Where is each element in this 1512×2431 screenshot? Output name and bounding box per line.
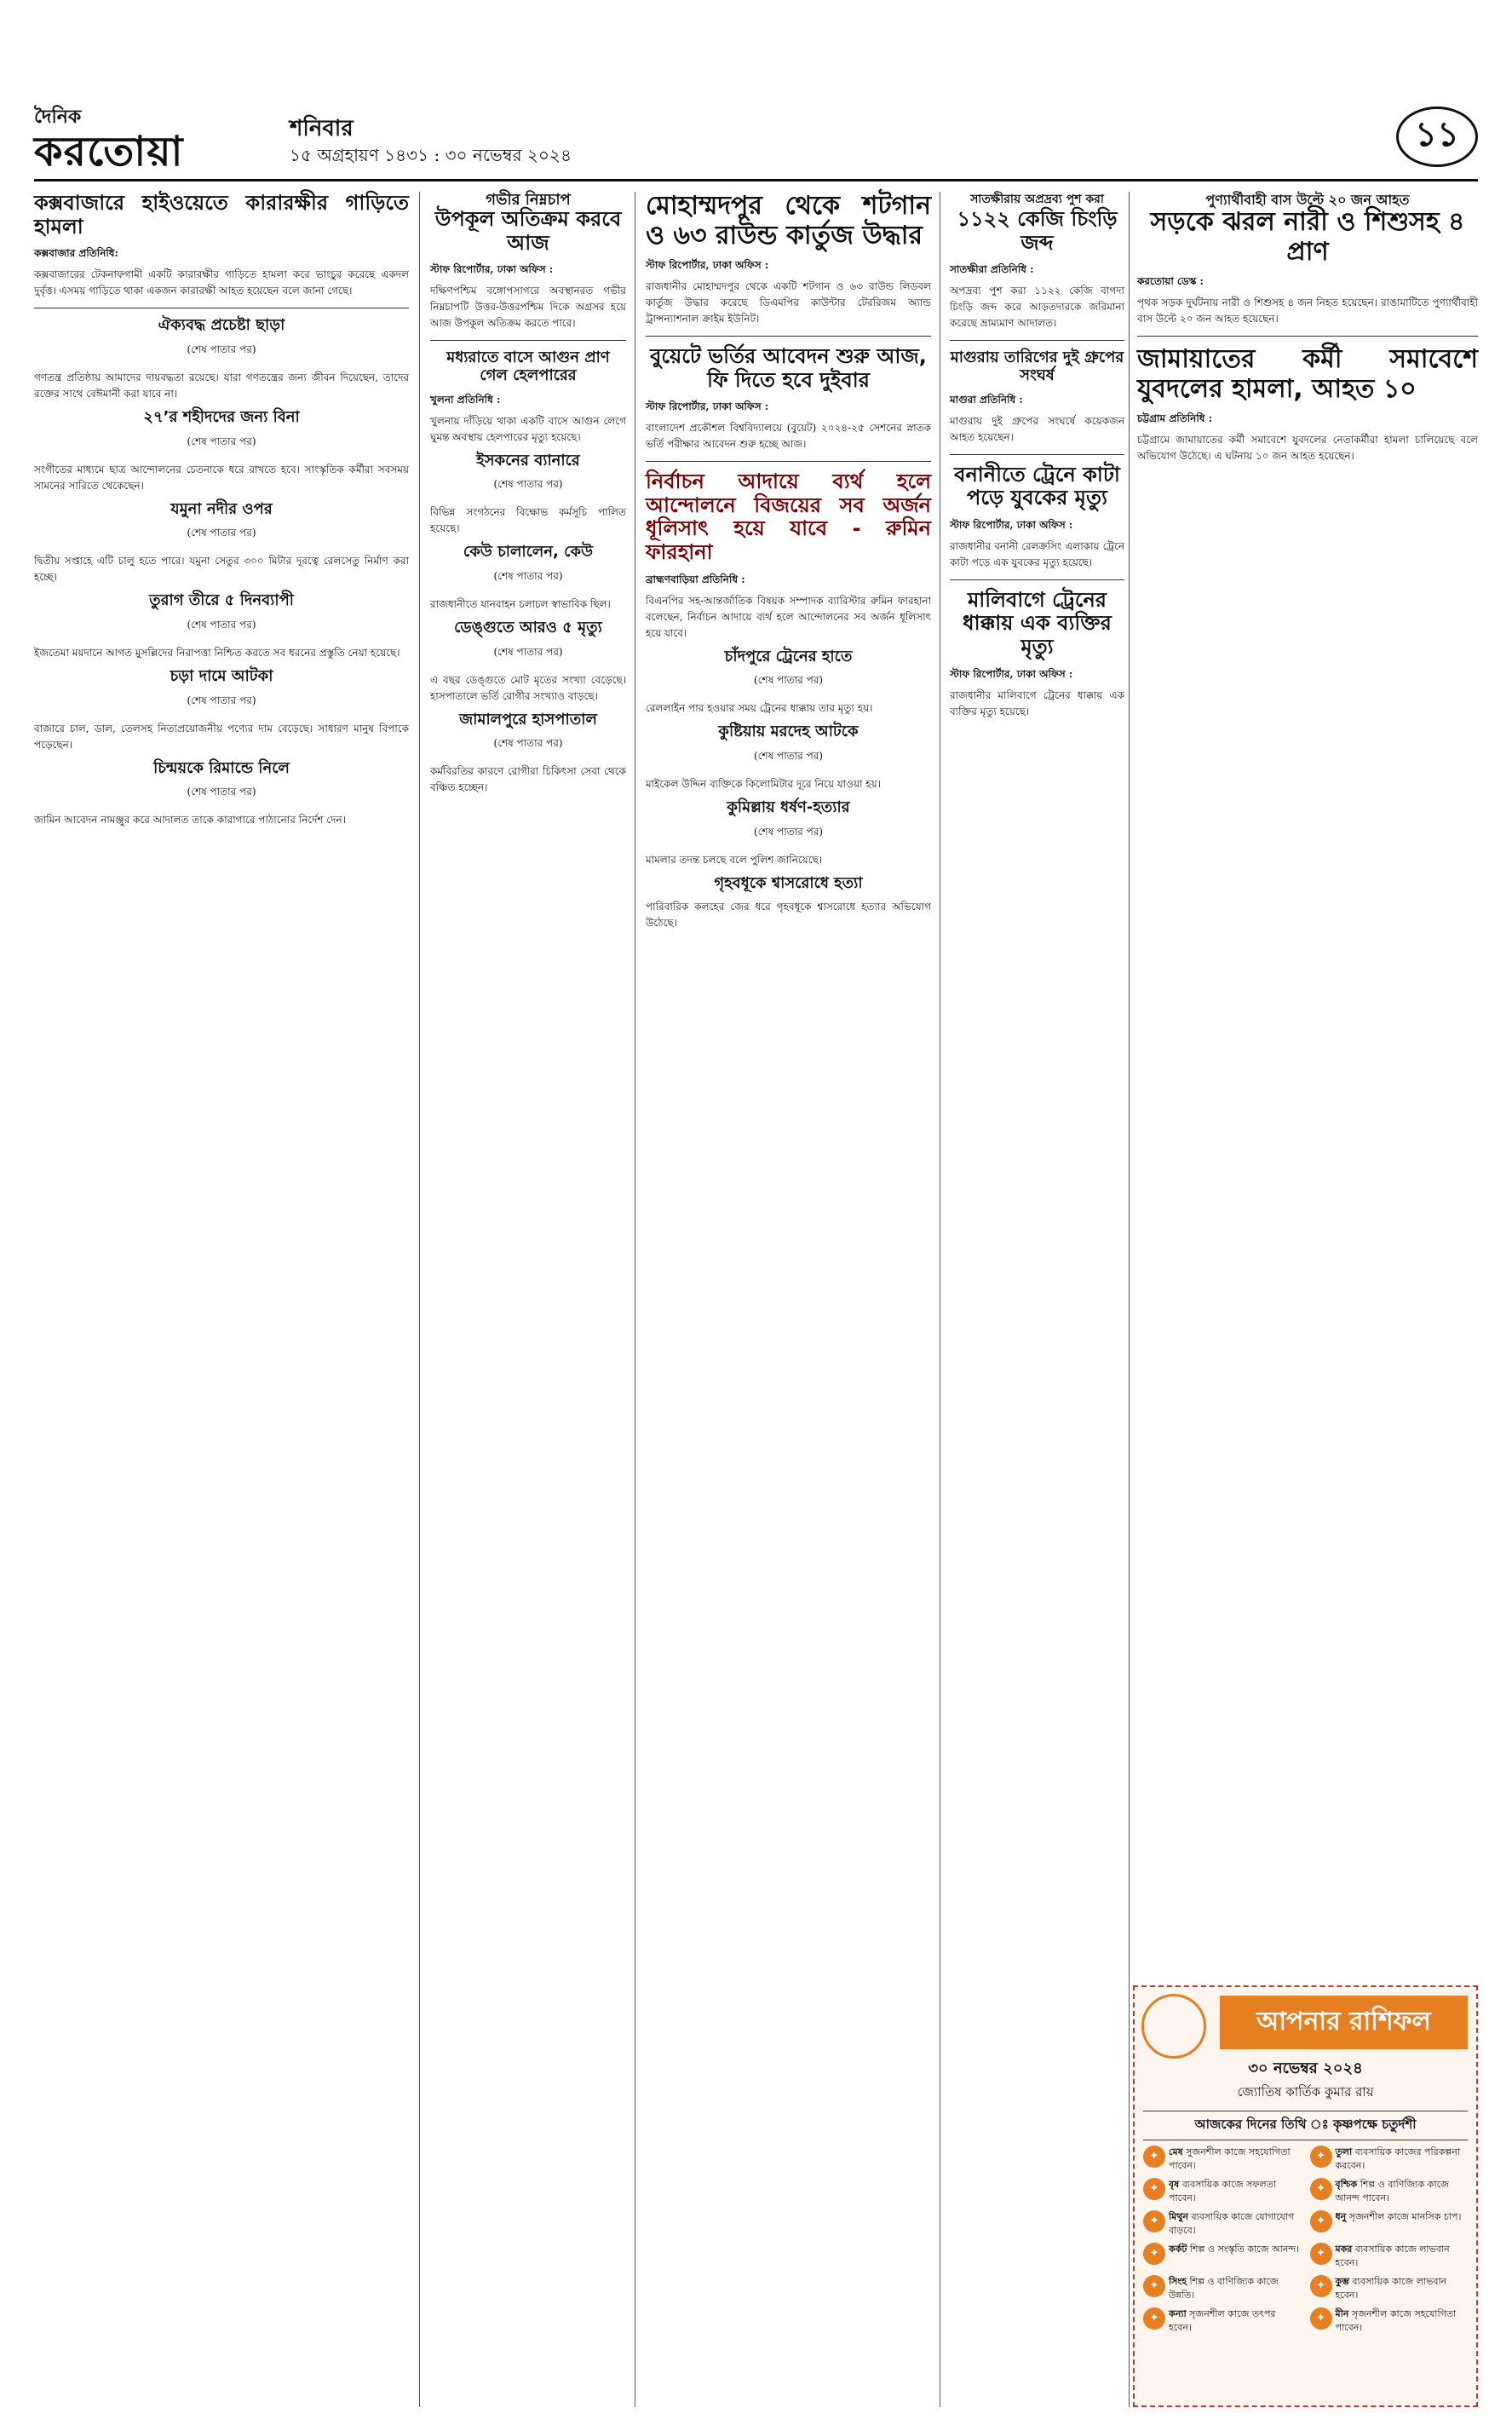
headline: মধ্যরাতে বাসে আগুন প্রাণ গেল হেলপারের [446, 349, 610, 384]
article-body: পারিবারিক কলহের জের ধরে গৃহবধূকে শ্বাসরোধে হত্যার অভিযোগ উঠেছে। [646, 901, 931, 930]
article-body: খুলনায় দাঁড়িয়ে থাকা একটি বাসে আগুন লেগে ঘুমন্ত অবস্থায় হেলপারের মৃত্যু হয়েছে। [430, 414, 626, 443]
divider [950, 454, 1124, 455]
zodiac-wheel-icon [1141, 1994, 1206, 2059]
byline: স্টাফ রিপোর্টার, ঢাকা অফিস : [430, 263, 554, 276]
horoscope-sign-reading: ব্যবসায়িক কাজের পরিকল্পনা করবেন। [1335, 2146, 1461, 2171]
horoscope-sign [1310, 2146, 1469, 2173]
sub-headline: গৃহবধূকে শ্বাসরোধে হত্যা [714, 873, 863, 892]
continued-tag: (শেষ পাতার পর) [753, 674, 824, 687]
zodiac-sign-icon: ✦ [1310, 2307, 1332, 2330]
horoscope-sign-name: কুম্ভ [1335, 2276, 1349, 2287]
article-body: রাজধানীর মালিবাগে ট্রেনের ধাক্কায় এক ব্যক্তির মৃত্যু হয়েছে। [950, 688, 1124, 717]
horoscope-sign-reading: ব্যবসায়িক কাজে সফলতা পাবেন। [1169, 2179, 1276, 2203]
horoscope-tithi: আজকের দিনের তিথি ঃ কৃষ্ণপক্ষে চতুর্দশী [1143, 2111, 1468, 2140]
horoscope-sign-reading: ব্যবসায়িক কাজে লাভবান হবেন। [1335, 2276, 1447, 2301]
article-body: কক্সবাজারের টেকনাফগামী একটি কারারক্ষীর গাড়িতে হামলা করে ভাংচুর করেছে একদল দুর্বৃত্ত। এসময় গাড়িতে থাকা একজন কারারক্ষী আহত হয়েছেন বলে জানা গেছে। [34, 268, 409, 297]
sub-headline: ঐক্যবদ্ধ প্রচেষ্টা ছাড়া [158, 316, 285, 335]
horoscope-title: আপনার রাশিফল [1220, 1996, 1468, 2049]
horoscope-sign-text [1336, 2307, 1469, 2335]
byline: স্টাফ রিপোর্টার, ঢাকা অফিস : [646, 259, 769, 271]
byline: করতোয়া ডেস্ক : [1137, 275, 1204, 287]
horoscope-sign-reading: সৃজনশীল কাজে সহযোগিতা পাবেন। [1335, 2308, 1457, 2333]
divider [1137, 336, 1478, 337]
horoscope-sign-name: কন্যা [1169, 2308, 1187, 2319]
byline: ব্রাহ্মণবাড়িয়া প্রতিনিধি : [646, 573, 745, 585]
divider [950, 579, 1124, 580]
headline: মোহাম্মদপুর থেকে শটগান ও ৬৩ রাউন্ড কার্তুজ উদ্ধার [646, 191, 931, 251]
horoscope-box [1133, 1985, 1478, 2407]
divider [430, 340, 626, 341]
horoscope-sign [1143, 2178, 1302, 2205]
article-body: বাংলাদেশ প্রকৌশল বিশ্ববিদ্যালয়ে (বুয়েট) ২০২৪-২৫ সেশনের স্নাতক ভর্তি পরীক্ষার আবেদন শুরু হচ্ছে আজ। [646, 422, 931, 451]
horoscope-sign-reading: ব্যবসায়িক কাজে যোগাযোগ বাড়বে। [1169, 2211, 1295, 2236]
horoscope-sign-reading: ব্যবসায়িক কাজে লাভবান হবেন। [1335, 2244, 1450, 2268]
headline: উপকূল অতিক্রম করবে আজ [434, 207, 622, 255]
horoscope-sign-name: মকর [1335, 2244, 1353, 2255]
horoscope-sign-reading: সৃজনশীল কাজে মানসিক চাপ। [1348, 2211, 1462, 2222]
article-body: বাজারে চাল, ডাল, তেলসহ নিত্যপ্রয়োজনীয় পণ্যের দাম বেড়েছে। সাধারণ মানুষ বিপাকে পড়েছেন। [34, 722, 409, 751]
article-body: সংগীতের মাধ্যমে ছাত্র আন্দোলনের চেতনাকে ধরে রাখতে হবে। সাংস্কৃতিক কর্মীরা সবসময় সামনের সারিতে থেকেছেন। [34, 463, 409, 492]
horoscope-sign [1310, 2178, 1469, 2205]
horoscope-sign [1143, 2275, 1302, 2302]
article-body: পৃথক সড়ক দুর্ঘটনায় নারী ও শিশুসহ ৪ জন নিহত হয়েছেন। রাঙামাটিতে পুণ্যার্থীবাহী বাস উল্টে ২০ জন আহত হয়েছেন। [1137, 297, 1478, 325]
horoscope-sign [1143, 2243, 1302, 2270]
logo-sub: দৈনিক [34, 107, 82, 128]
horoscope-sign [1310, 2243, 1469, 2270]
byline: স্টাফ রিপোর্টার, ঢাকা অফিস : [646, 400, 769, 413]
article-body: রাজধানীর মোহাম্মদপুর থেকে একটি শটগান ও ৬৩ রাউন্ড লিডবল কার্তুজ উদ্ধার করেছে ডিএমপির কাউন্টার টেররিজম অ্যান্ড ট্রান্সন্যাশনাল ক্রাইম ইউনিট। [646, 280, 931, 325]
article-body: কর্মবিরতির কারণে রোগীরা চিকিৎসা সেবা থেকে বঞ্চিত হচ্ছেন। [430, 765, 626, 794]
zodiac-sign-icon: ✦ [1143, 2146, 1165, 2168]
article-body: বিভিন্ন সংগঠনের বিক্ষোভ কর্মসূচি পালিত হয়েছে। [430, 506, 626, 535]
headline: জামায়াতের কর্মী সমাবেশে যুবদলের হামলা, আহত ১০ [1137, 344, 1478, 404]
zodiac-sign-icon: ✦ [1310, 2275, 1332, 2297]
sub-headline: ২৭’র শহীদদের জন্য বিনা [143, 407, 300, 426]
sub-headline: ডেঙ্গুতে আরও ৫ মৃত্যু [454, 618, 602, 637]
continued-tag: (শেষ পাতার পর) [493, 569, 563, 582]
kicker: সাতক্ষীরায় অপ্রদ্রব্য পুশ করা [970, 193, 1104, 206]
horoscope-sign-name: কর্কট [1169, 2244, 1187, 2255]
horoscope-sign-text [1169, 2307, 1302, 2335]
horoscope-sign-reading: সুজনশীল কাজে সহযোগিতা পাবেন। [1169, 2146, 1291, 2171]
article-body: গণতন্ত্র প্রতিষ্ঠায় আমাদের দায়বদ্ধতা রয়েছে। যারা গণতন্ত্রের জন্য জীবন দিয়েছেন, তাদের রক্তের সাথে বেঈমানী করা যাবে না। [34, 371, 409, 400]
column-divider [1129, 192, 1130, 2407]
horoscope-sign-text [1169, 2210, 1302, 2238]
divider [646, 461, 931, 462]
horoscope-sign-text [1169, 2146, 1302, 2173]
horoscope-signs [1143, 2146, 1468, 2335]
masthead-rule [34, 179, 1478, 181]
horoscope-sign-text [1169, 2275, 1302, 2302]
horoscope-sign [1310, 2275, 1469, 2302]
horoscope-sign-text [1336, 2275, 1469, 2302]
byline: স্টাফ রিপোর্টার, ঢাকা অফিস : [950, 667, 1073, 680]
horoscope-sign-reading: সৃজনশীল কাজে তৎপর হবেন। [1169, 2308, 1276, 2333]
article-body: রাজধানীতে যানবাহন চলাচল স্বাভাবিক ছিল। [430, 597, 611, 610]
byline: মাগুরা প্রতিনিধি : [950, 393, 1023, 406]
horoscope-sign-name: সিংহ [1169, 2276, 1187, 2287]
headline: কক্সবাজারে হাইওয়েতে কারারক্ষীর গাড়িতে হামলা [34, 191, 409, 239]
horoscope-author: জ্যোতিষ কার্তিক কুমার রায় [1237, 2084, 1374, 2100]
continued-tag: (শেষ পাতার পর) [493, 645, 563, 658]
horoscope-sign-reading: শিল্প ও বাণিজ্যিক কাজে আনন্দ পাবেন। [1335, 2179, 1449, 2203]
column-divider [419, 192, 420, 2407]
headline: ১১২২ কেজি চিংড়ি জব্দ [957, 207, 1118, 255]
horoscope-sign [1143, 2210, 1302, 2238]
sub-headline: কুষ্টিয়ায় মরদেহ আটকে [718, 723, 859, 741]
continued-tag: (শেষ পাতার পর) [187, 694, 256, 706]
headline: বনানীতে ট্রেনে কাটা পড়ে যুবকের মৃত্যু [954, 462, 1120, 510]
weekday: শনিবার [290, 116, 354, 141]
column-1 [34, 192, 409, 835]
article-body: মাগুরায় দুই গ্রুপের সংঘর্ষে কয়েকজন আহত হয়েছেন। [950, 414, 1124, 443]
horoscope-date: ৩০ নভেম্বর ২০২৪ [1248, 2059, 1363, 2077]
horoscope-sign-name: ধনু [1335, 2211, 1347, 2222]
zodiac-sign-icon: ✦ [1310, 2243, 1332, 2265]
article-body: দ্বিতীয় সপ্তাহে এটি চালু হতে পারে। যমুনা সেতুর ৩০০ মিটার দূরত্বে রেলসেতু নির্মাণ করা হচ্ছে। [34, 555, 409, 584]
horoscope-sign-name: মিথুন [1169, 2211, 1188, 2222]
headline: সড়কে ঝরল নারী ও শিশুসহ ৪ প্রাণ [1150, 207, 1465, 267]
article-body: মামলার তদন্ত চলছে বলে পুলিশ জানিয়েছে। [646, 853, 823, 866]
dateline: ১৫ অগ্রহায়ণ ১৪৩১ : ৩০ নভেম্বর ২০২৪ [290, 145, 572, 165]
horoscope-sign-name: বৃষ [1169, 2179, 1180, 2190]
zodiac-sign-icon: ✦ [1310, 2210, 1332, 2232]
article-body: বিএনপির সহ-আন্তর্জাতিক বিষয়ক সম্পাদক ব্যারিস্টার রুমিন ফারহানা বলেছেন, নির্বাচন আদায়ে ব্যর্থ হলে আন্দোলনের সব অর্জন ধূলিসাৎ হয়ে যাবে। [646, 594, 931, 639]
zodiac-sign-icon: ✦ [1310, 2178, 1332, 2200]
article-body: অপদ্রব্য পুশ করা ১১২২ কেজি বাগদা চিংড়ি জব্দ করে আড়তদারকে জরিমানা করেছে ভ্রাম্যমাণ আদালত। [950, 285, 1124, 330]
continued-tag: (শেষ পাতার পর) [187, 527, 256, 539]
zodiac-sign-icon: ✦ [1143, 2275, 1165, 2297]
continued-tag: (শেষ পাতার পর) [187, 435, 256, 447]
horoscope-sign-name: বৃশ্চিক [1335, 2179, 1358, 2190]
horoscope-sign [1143, 2146, 1302, 2173]
horoscope-sign-name: তুলা [1335, 2146, 1353, 2157]
horoscope-sign-text [1336, 2243, 1469, 2270]
column-2 [430, 192, 626, 803]
byline: কক্সবাজার প্রতিনিধি: [34, 247, 118, 260]
continued-tag: (শেষ পাতার পর) [187, 343, 256, 355]
sub-headline: কেউ চালালেন, কেউ [463, 543, 594, 562]
sub-headline: জামালপুরে হাসপাতাল [459, 710, 597, 729]
sub-headline: চাঁদপুরে ট্রেনের হাতে [724, 647, 853, 665]
horoscope-sign-text [1169, 2178, 1302, 2205]
horoscope-sign-reading: শিল্প ও বাণিজ্যিক কাজে উন্নতি। [1169, 2276, 1279, 2301]
headline: নির্বাচন আদায়ে ব্যর্থ হলে আন্দোলনে বিজয়ের সব অর্জন ধূলিসাৎ হয়ে যাবে - রুমিন ফারহানা [646, 469, 931, 564]
article-body: রাজধানীর বনানী রেলক্রসিং এলাকায় ট্রেনে কাটা পড়ে এক যুবকের মৃত্যু হয়েছে। [950, 539, 1124, 568]
divider [646, 336, 931, 337]
byline: সাতক্ষীরা প্রতিনিধি : [950, 263, 1034, 276]
horoscope-sign-text [1336, 2146, 1469, 2173]
kicker: পুণ্যার্থীবাহী বাস উল্টে ২০ জন আহত [1205, 192, 1410, 208]
sub-headline: ইসকনের ব্যানারে [476, 451, 580, 469]
kicker: গভীর নিম্নচাপ [486, 191, 571, 209]
continued-tag: (শেষ পাতার পর) [753, 825, 824, 838]
newspaper-logo: করতোয়া [34, 128, 184, 176]
column-5 [1137, 192, 1478, 471]
horoscope-sign-text [1336, 2210, 1462, 2238]
masthead [34, 102, 1478, 176]
byline: চট্টগ্রাম প্রতিনিধি : [1137, 412, 1213, 424]
article-body: জামিন আবেদন নামঞ্জুর করে আদালত তাকে কারাগারে পাঠানোর নির্দেশ দেন। [34, 814, 346, 827]
horoscope-sign-reading: শিল্প ও সংস্কৃতি কাজে আনন্দ। [1189, 2244, 1300, 2255]
horoscope-sign [1310, 2307, 1469, 2335]
zodiac-sign-icon: ✦ [1143, 2210, 1165, 2232]
headline: মাগুরায় তারিগের দুই গ্রুপের সংঘর্ষ [950, 349, 1124, 384]
continued-tag: (শেষ পাতার পর) [187, 618, 256, 631]
zodiac-sign-icon: ✦ [1143, 2307, 1165, 2330]
horoscope-sign [1143, 2307, 1302, 2335]
continued-tag: (শেষ পাতার পর) [493, 737, 563, 750]
page-number: ১১ [1396, 107, 1478, 167]
column-4 [950, 192, 1124, 727]
sub-headline: কুমিল্লায় ধর্ষণ-হত্যার [727, 798, 850, 816]
horoscope-sign-text [1169, 2243, 1299, 2270]
headline: মালিবাগে ট্রেনের ধাক্কায় এক ব্যক্তির মৃত্যু [963, 587, 1112, 659]
article-body: মাইকেল উদ্দিন ব্যক্তিকে কিলোমিটার দূরে নিয়ে যাওয়া হয়। [646, 777, 881, 790]
horoscope-sign-name: মেষ [1169, 2146, 1183, 2157]
headline: বুয়েটে ভর্তির আবেদন শুরু আজ, ফি দিতে হবে দুইবার [650, 344, 927, 392]
article-body: চট্টগ্রামে জামায়াতের কর্মী সমাবেশে যুবদলের নেতাকর্মীরা হামলা চালিয়েছে বলে অভিযোগ উঠেছে। এ ঘটনায় ১০ জন আহত হয়েছেন। [1137, 434, 1478, 462]
byline: খুলনা প্রতিনিধি : [430, 393, 501, 406]
sub-headline: চড়া দামে আটকা [170, 666, 273, 685]
sub-headline: যমুনা নদীর ওপর [170, 499, 273, 518]
sub-headline: তুরাগ তীরে ৫ দিনব্যাপী [149, 591, 294, 610]
article-body: এ বছর ডেঙ্গুতে মোট মৃতের সংখ্যা বেড়েছে। হাসপাতালে ভর্তি রোগীর সংখ্যাও বাড়ছে। [430, 673, 626, 702]
article-body: রেললাইন পার হওয়ার সময় ট্রেনের ধাক্কায় তার মৃত্যু হয়। [646, 702, 873, 715]
divider [950, 340, 1124, 341]
horoscope-sign-text [1336, 2178, 1469, 2205]
article-body: দক্ষিণপশ্চিম বঙ্গোপসাগরে অবস্থানরত গভীর নিম্নচাপটি উত্তর-উত্তরপশ্চিম দিকে অগ্রসর হয়ে আজ উপকূল অতিক্রম করতে পারে। [430, 285, 626, 330]
column-3 [646, 192, 931, 938]
zodiac-sign-icon: ✦ [1143, 2243, 1165, 2265]
horoscope-sign [1310, 2210, 1469, 2238]
article-body: ইজতেমা ময়দানে আগত মুসল্লিদের নিরাপত্তা নিশ্চিত করতে সব ধরনের প্রস্তুতি নেয়া হয়েছে। [34, 646, 400, 659]
continued-tag: (শেষ পাতার পর) [753, 749, 824, 762]
continued-tag: (শেষ পাতার পর) [187, 786, 256, 798]
sub-headline: চিন্ময়কে রিমান্ডে নিলে [153, 758, 290, 777]
byline: স্টাফ রিপোর্টার, ঢাকা অফিস : [950, 518, 1073, 531]
zodiac-sign-icon: ✦ [1310, 2146, 1332, 2168]
horoscope-sign-name: মীন [1335, 2308, 1349, 2319]
continued-tag: (শেষ পাতার পর) [493, 478, 563, 491]
zodiac-sign-icon: ✦ [1143, 2178, 1165, 2200]
